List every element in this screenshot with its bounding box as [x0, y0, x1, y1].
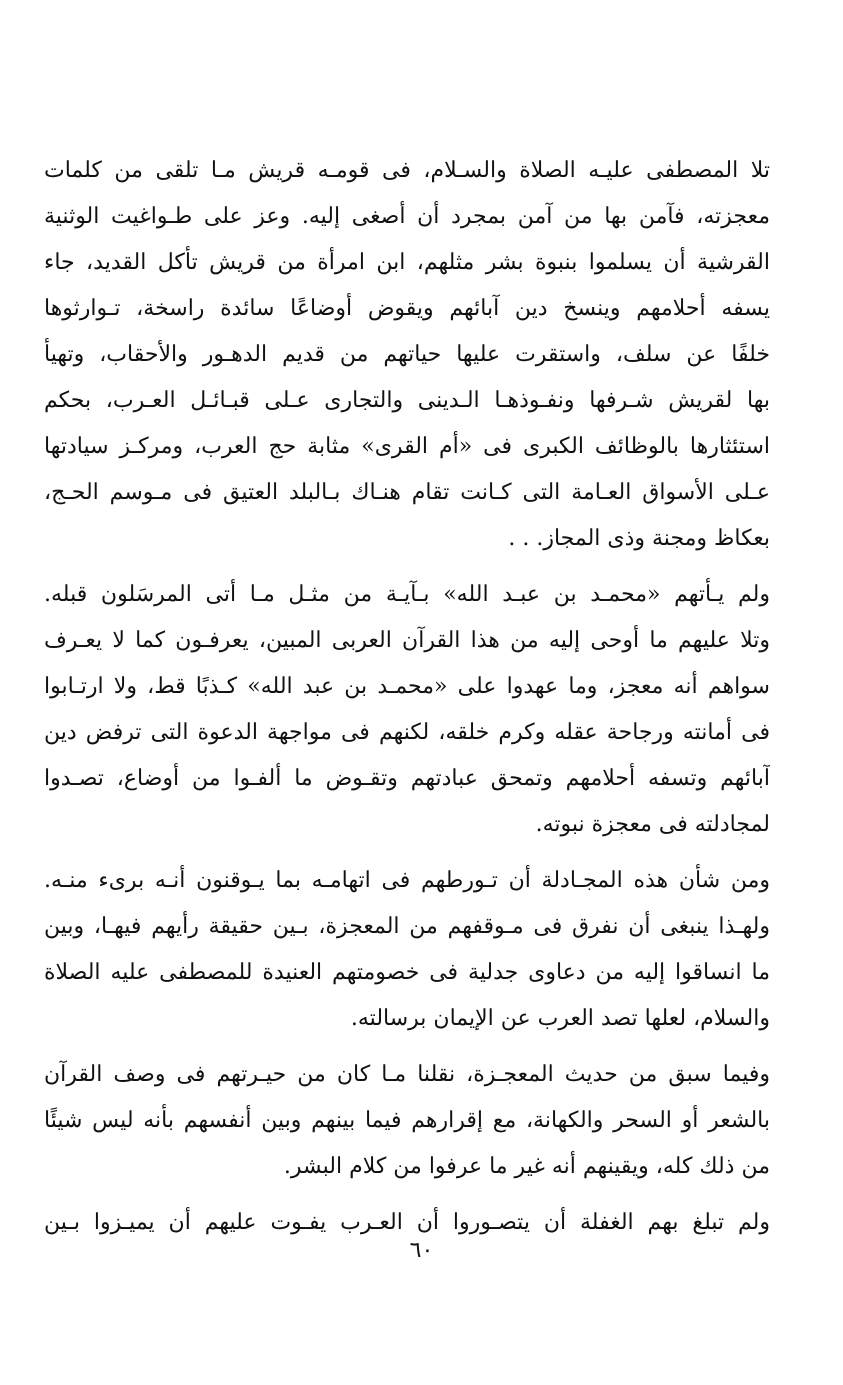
paragraph	[44, 148, 770, 562]
text-line: ولهـذا ينبغى أن نفرق فى مـوقفهم من المعجزة، بـين حقيقة رأيهم فيهـا، وبين	[44, 914, 770, 939]
paragraph	[44, 572, 770, 848]
text-line: ولم يـأتهم «محمـد بن عبـد الله» بـآيـة من مثـل مـا أتى المرسَلون قبله.	[44, 582, 770, 607]
text-line: فى أمانته ورجاحة عقله وكرم خلقه، لكنهم فى مواجهة الدعوة التى ترفض دين	[44, 720, 770, 745]
text-line: القرشية أن يسلموا بنبوة بشر مثلهم، ابن امرأة من قريش تأكل القديد، جاء	[44, 250, 770, 275]
text-line: بالشعر أو السحر والكهانة، مع إقرارهم فيما بينهم وبين أنفسهم بأنه ليس شيئًا	[44, 1108, 770, 1133]
text-line: والسلام، لعلها تصد العرب عن الإيمان برسالته.	[350, 1006, 770, 1031]
text-line: وفيما سبق من حديث المعجـزة، نقلنا مـا كان من حيـرتهم فى وصف القرآن	[44, 1062, 770, 1087]
text-line: استئثارها بالوظائف الكبرى فى «أم القرى» مثابة حج العرب، ومركـز سيادتها	[44, 434, 770, 459]
text-line: وتلا عليهم ما أوحى إليه من هذا القرآن العربى المبين، يعرفـون كما لا يعـرف	[44, 628, 770, 653]
text-line: عـلى الأسواق العـامة التى كـانت تقام هنـاك بـالبلد العتيق فى مـوسم الحـج،	[44, 480, 770, 505]
text-line: معجزته، فآمن بها من آمن بمجرد أن أصغى إليه. وعز على طـواغيت الوثنية	[44, 204, 770, 229]
text-line: خلفًا عن سلف، واستقرت عليها حياتهم من قديم الدهـور والأحقاب، وتهيأ	[44, 342, 770, 367]
text-line: بعكاظ ومجنة وذى المجاز. . .	[508, 526, 770, 551]
text-line: آبائهم وتسفه أحلامهم وتمحق عبادتهم وتقـوض ما ألفـوا من أوضاع، تصـدوا	[44, 766, 770, 791]
page-body	[44, 148, 770, 1246]
text-line: من ذلك كله، ويقينهم أنه غير ما عرفوا من كلام البشر.	[283, 1154, 770, 1179]
text-line: ما انساقوا إليه من دعاوى جدلية فى خصومتهم العنيدة للمصطفى عليه الصلاة	[44, 960, 770, 985]
text-line: ولم تبلغ بهم الغفلة أن يتصـوروا أن العـرب يفـوت عليهم أن يميـزوا بـين	[44, 1210, 770, 1235]
text-line: يسفه أحلامهم وينسخ دين آبائهم ويقوض أوضاعًا سائدة راسخة، تـوارثوها	[44, 296, 770, 321]
page-number: ٦٠	[409, 1238, 434, 1263]
text-line: ومن شأن هذه المجـادلة أن تـورطهم فى اتهامـه بما يـوقنون أنـه برىء منـه.	[44, 868, 770, 893]
paragraph	[44, 1052, 770, 1190]
text-line: تلا المصطفى عليـه الصلاة والسـلام، فى قومـه قريش مـا تلقى من كلمات	[44, 158, 770, 183]
text-line: سواهم أنه معجز، وما عهدوا على «محمـد بن عبد الله» كـذبًا قط، ولا ارتـابوا	[44, 674, 770, 699]
text-line: بها لقريش شـرفها ونفـوذهـا الـدينى والتجارى عـلى قبـائـل العـرب، بحكم	[44, 388, 770, 413]
paragraph	[44, 858, 770, 1042]
text-line: لمجادلته فى معجزة نبوته.	[535, 812, 770, 837]
